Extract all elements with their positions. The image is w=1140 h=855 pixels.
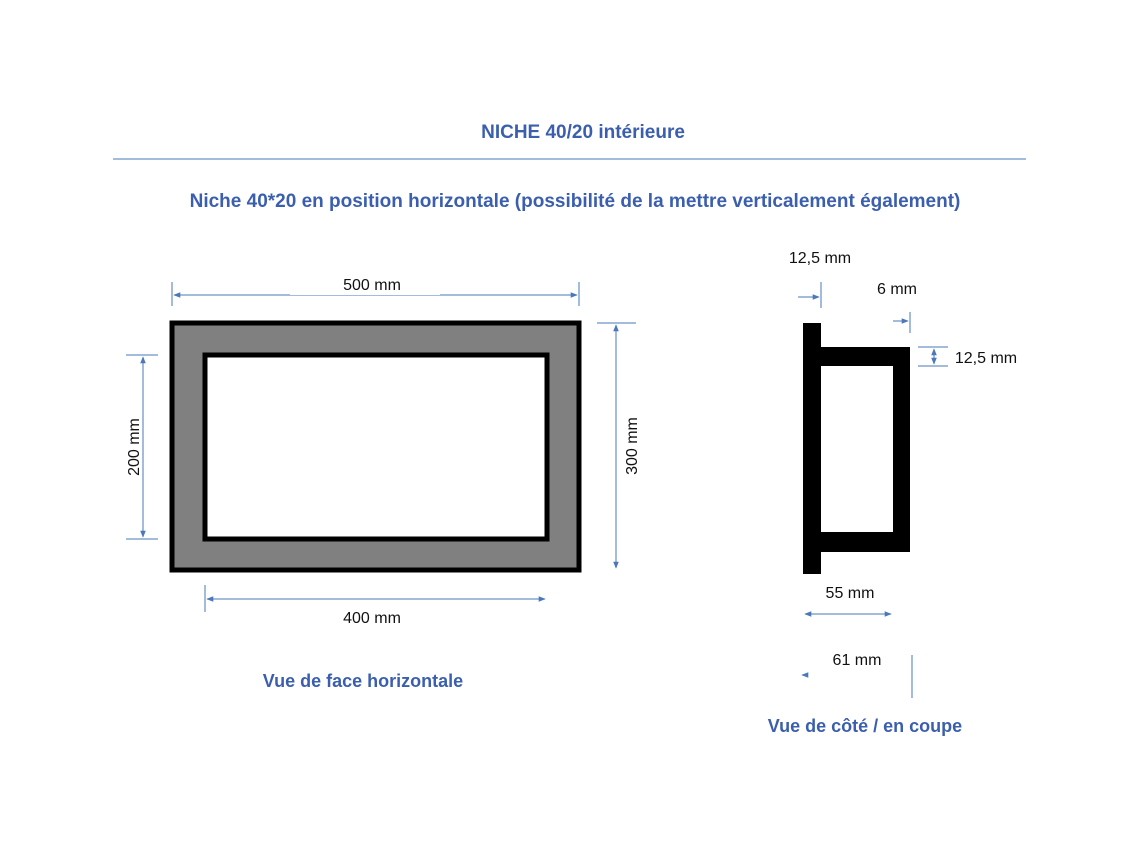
side-profile — [803, 323, 910, 574]
page-title: NICHE 40/20 intérieure — [481, 122, 685, 143]
front-dim-left-label: 200 mm — [126, 418, 143, 476]
side-view-caption: Vue de côté / en coupe — [767, 716, 963, 736]
front-view-caption: Vue de face horizontale — [262, 671, 464, 691]
side-dim-total-label: 61 mm — [832, 652, 882, 669]
front-dim-top-label: 500 mm — [343, 277, 401, 294]
side-dim-topwall-label: 12,5 mm — [954, 350, 1018, 367]
front-dim-bottom-label: 400 mm — [343, 610, 401, 627]
front-dim-right-label: 300 mm — [624, 417, 641, 475]
inner-opening — [205, 355, 547, 539]
side-dim-wall-label: 6 mm — [877, 281, 917, 298]
side-dim-depth-label: 55 mm — [825, 585, 875, 602]
side-view — [768, 250, 1017, 736]
subtitle: Niche 40*20 en position horizontale (possibilité de la mettre verticalement également) — [189, 191, 961, 212]
side-dim-flange-label: 12,5 mm — [788, 250, 852, 267]
front-view — [126, 277, 641, 691]
